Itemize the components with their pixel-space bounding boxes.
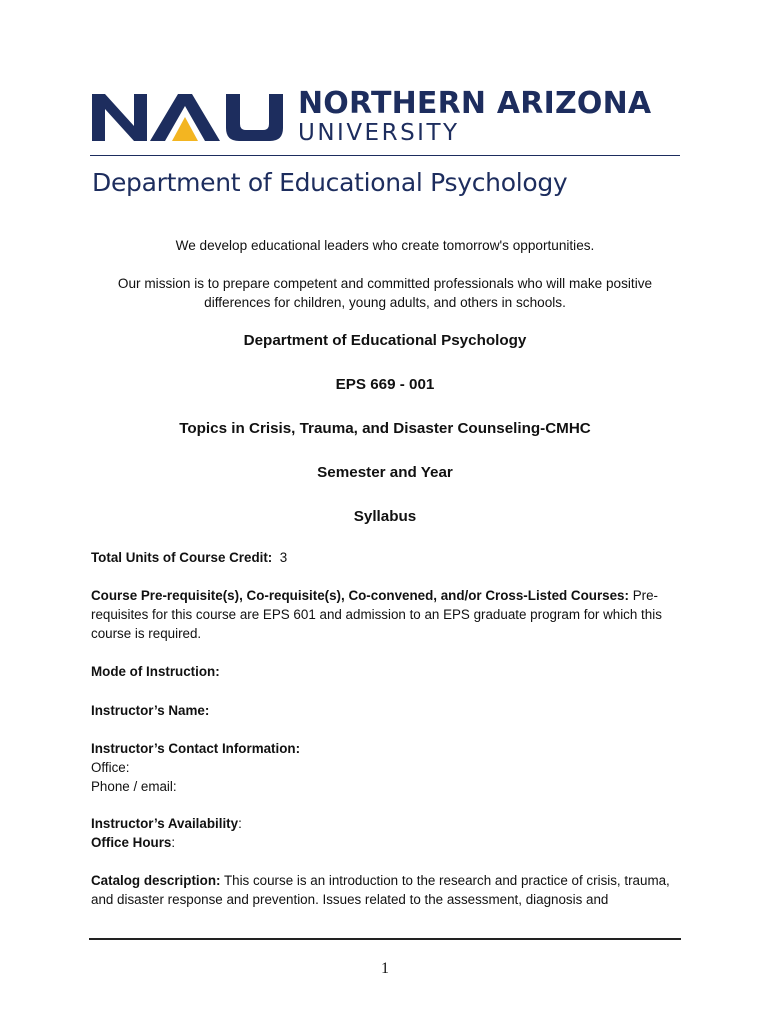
prereq-value: Pre-requisites for this course are EPS 601 and admission to an EPS graduate program for which this course is required. xyxy=(91,588,662,641)
office-hours-colon: : xyxy=(171,835,176,850)
units-value: 3 xyxy=(279,550,288,565)
prereq-paragraph xyxy=(91,586,681,643)
footer-divider xyxy=(89,938,681,940)
catalog-label: Catalog description: xyxy=(91,873,221,888)
availability-colon: : xyxy=(238,816,242,831)
tagline: We develop educational leaders who create tomorrow's opportunities. xyxy=(175,238,595,253)
nau-logo-mark xyxy=(92,86,292,146)
units-label: Total Units of Course Credit: xyxy=(91,550,273,565)
header-divider xyxy=(90,155,680,156)
office-hours-row xyxy=(91,833,681,852)
catalog-value: This course is an introduction to the research and practice of crisis, trauma, and disaster response and prevention. Issues related to the assessment, diagnosis and xyxy=(91,873,670,907)
logo-letter-u xyxy=(226,94,283,141)
phone-email-label: Phone / email: xyxy=(91,779,177,794)
instructor-name-label: Instructor’s Name: xyxy=(91,703,210,718)
prereq-label: Course Pre-requisite(s), Co-requisite(s), Co-convened, and/or Cross-Listed Courses: xyxy=(91,588,629,603)
university-name-line1: NORTHERN ARIZONA xyxy=(298,86,652,121)
logo-letter-n xyxy=(92,94,147,141)
contact-label: Instructor’s Contact Information: xyxy=(91,741,301,756)
course-title: Topics in Crisis, Trauma, and Disaster Counseling-CMHC xyxy=(179,420,591,437)
department-title: Department of Educational Psychology xyxy=(243,332,527,349)
contact-block xyxy=(91,739,681,796)
availability-block xyxy=(91,814,681,852)
availability-row xyxy=(91,814,681,833)
catalog-description xyxy=(91,871,681,909)
university-wordmark xyxy=(298,86,688,146)
mission-statement: Our mission is to prepare competent and committed professionals who will make positive differences for children, young adults, and others in schools. xyxy=(117,276,653,310)
term: Semester and Year xyxy=(317,464,453,481)
office-label: Office: xyxy=(91,760,130,775)
office-hours-label: Office Hours xyxy=(91,835,172,850)
document-type: Syllabus xyxy=(353,508,417,525)
mode-of-instruction-label: Mode of Instruction: xyxy=(91,664,220,679)
availability-label: Instructor’s Availability xyxy=(91,816,239,831)
department-banner: Department of Educational Psychology xyxy=(92,168,568,197)
units-row xyxy=(91,548,681,567)
university-name-line2: UNIVERSITY xyxy=(298,120,460,146)
page-number: 1 xyxy=(381,960,389,977)
course-code: EPS 669 - 001 xyxy=(335,376,435,393)
